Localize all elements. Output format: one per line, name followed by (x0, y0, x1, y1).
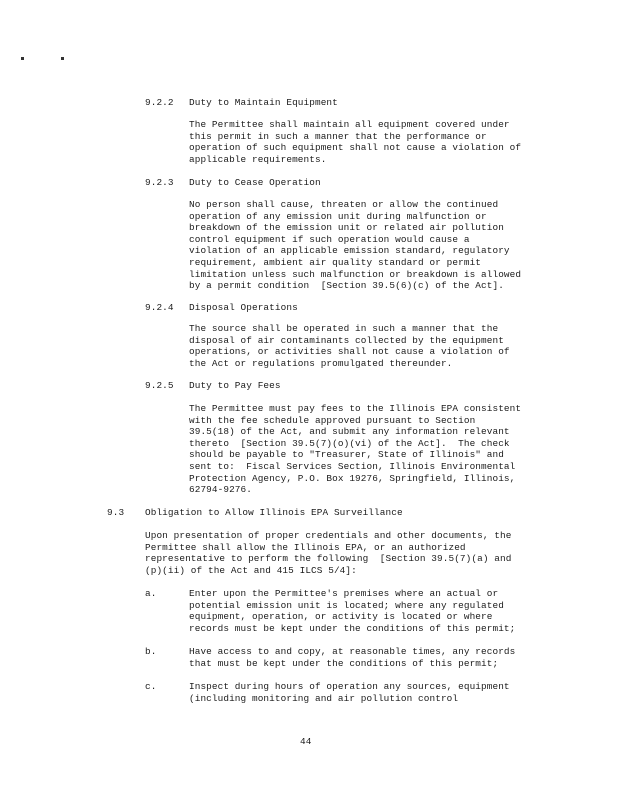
section-body: No person shall cause, threaten or allow the continued operation of any emission unit during malfunction or breakdown of the emission unit or related air pollution control equipment if such operation would cause a violation of an applicable emission standard, regulatory requirement, ambient air quality standard or permit limitation unless such malfunction or breakdown is allowed by a permit condition [Section 39.5(6)(c) of the Act]. (189, 199, 522, 292)
section-title: Disposal Operations (189, 302, 298, 313)
section-title: Obligation to Allow Illinois EPA Surveillance (145, 507, 403, 518)
section-number: 9.2.2 (145, 97, 174, 108)
section-number: 9.3 (107, 507, 125, 518)
section-title: Duty to Pay Fees (189, 380, 281, 391)
section-number: 9.2.5 (145, 380, 174, 391)
section-body: The Permittee must pay fees to the Illinois EPA consistent with the fee schedule approved pursuant to Section 39.5(18) of the Act, and submit any information relevant thereto [Section 39.5(7)(o)(vi) of the Act]. The check should be payable to "Treasurer, State of Illinois" and sent to: Fiscal Services Section, Illinois Environmental Protection Agency, P.O. Box 19276, Springfield, Illinois, 62794-9276. (189, 403, 522, 496)
list-item-text: Have access to and copy, at reasonable times, any records that must be kept under the conditions of this permit; (189, 646, 516, 669)
page-number: 44 (300, 736, 312, 747)
section-title: Duty to Maintain Equipment (189, 97, 338, 108)
section-intro: Upon presentation of proper credentials and other documents, the Permittee shall allow the Illinois EPA, or an authorized representative to perform the following [Section 39.5(7)(a) and (p)(ii) of the Act and 415 ILCS 5/4]: (145, 530, 512, 576)
list-item-letter: a. (145, 588, 157, 599)
scan-speck (21, 57, 24, 60)
list-item-text: Inspect during hours of operation any sources, equipment (including monitoring and air pollution control (189, 681, 510, 704)
list-item-letter: b. (145, 646, 157, 657)
section-number: 9.2.3 (145, 177, 174, 188)
section-body: The source shall be operated in such a manner that the disposal of air contaminants collected by the equipment operations, or activities shall not cause a violation of the Act or regulations promulgated thereunder. (189, 323, 510, 369)
scan-speck (61, 57, 64, 60)
section-body: The Permittee shall maintain all equipment covered under this permit in such a manner that the performance or operation of such equipment shall not cause a violation of applicable requirements. (189, 119, 522, 165)
list-item-letter: c. (145, 681, 157, 692)
section-number: 9.2.4 (145, 302, 174, 313)
section-title: Duty to Cease Operation (189, 177, 321, 188)
list-item-text: Enter upon the Permittee's premises where an actual or potential emission unit is located; where any regulated equipment, operation, or activity is located or where records must be kept under the conditions of this permit; (189, 588, 516, 634)
